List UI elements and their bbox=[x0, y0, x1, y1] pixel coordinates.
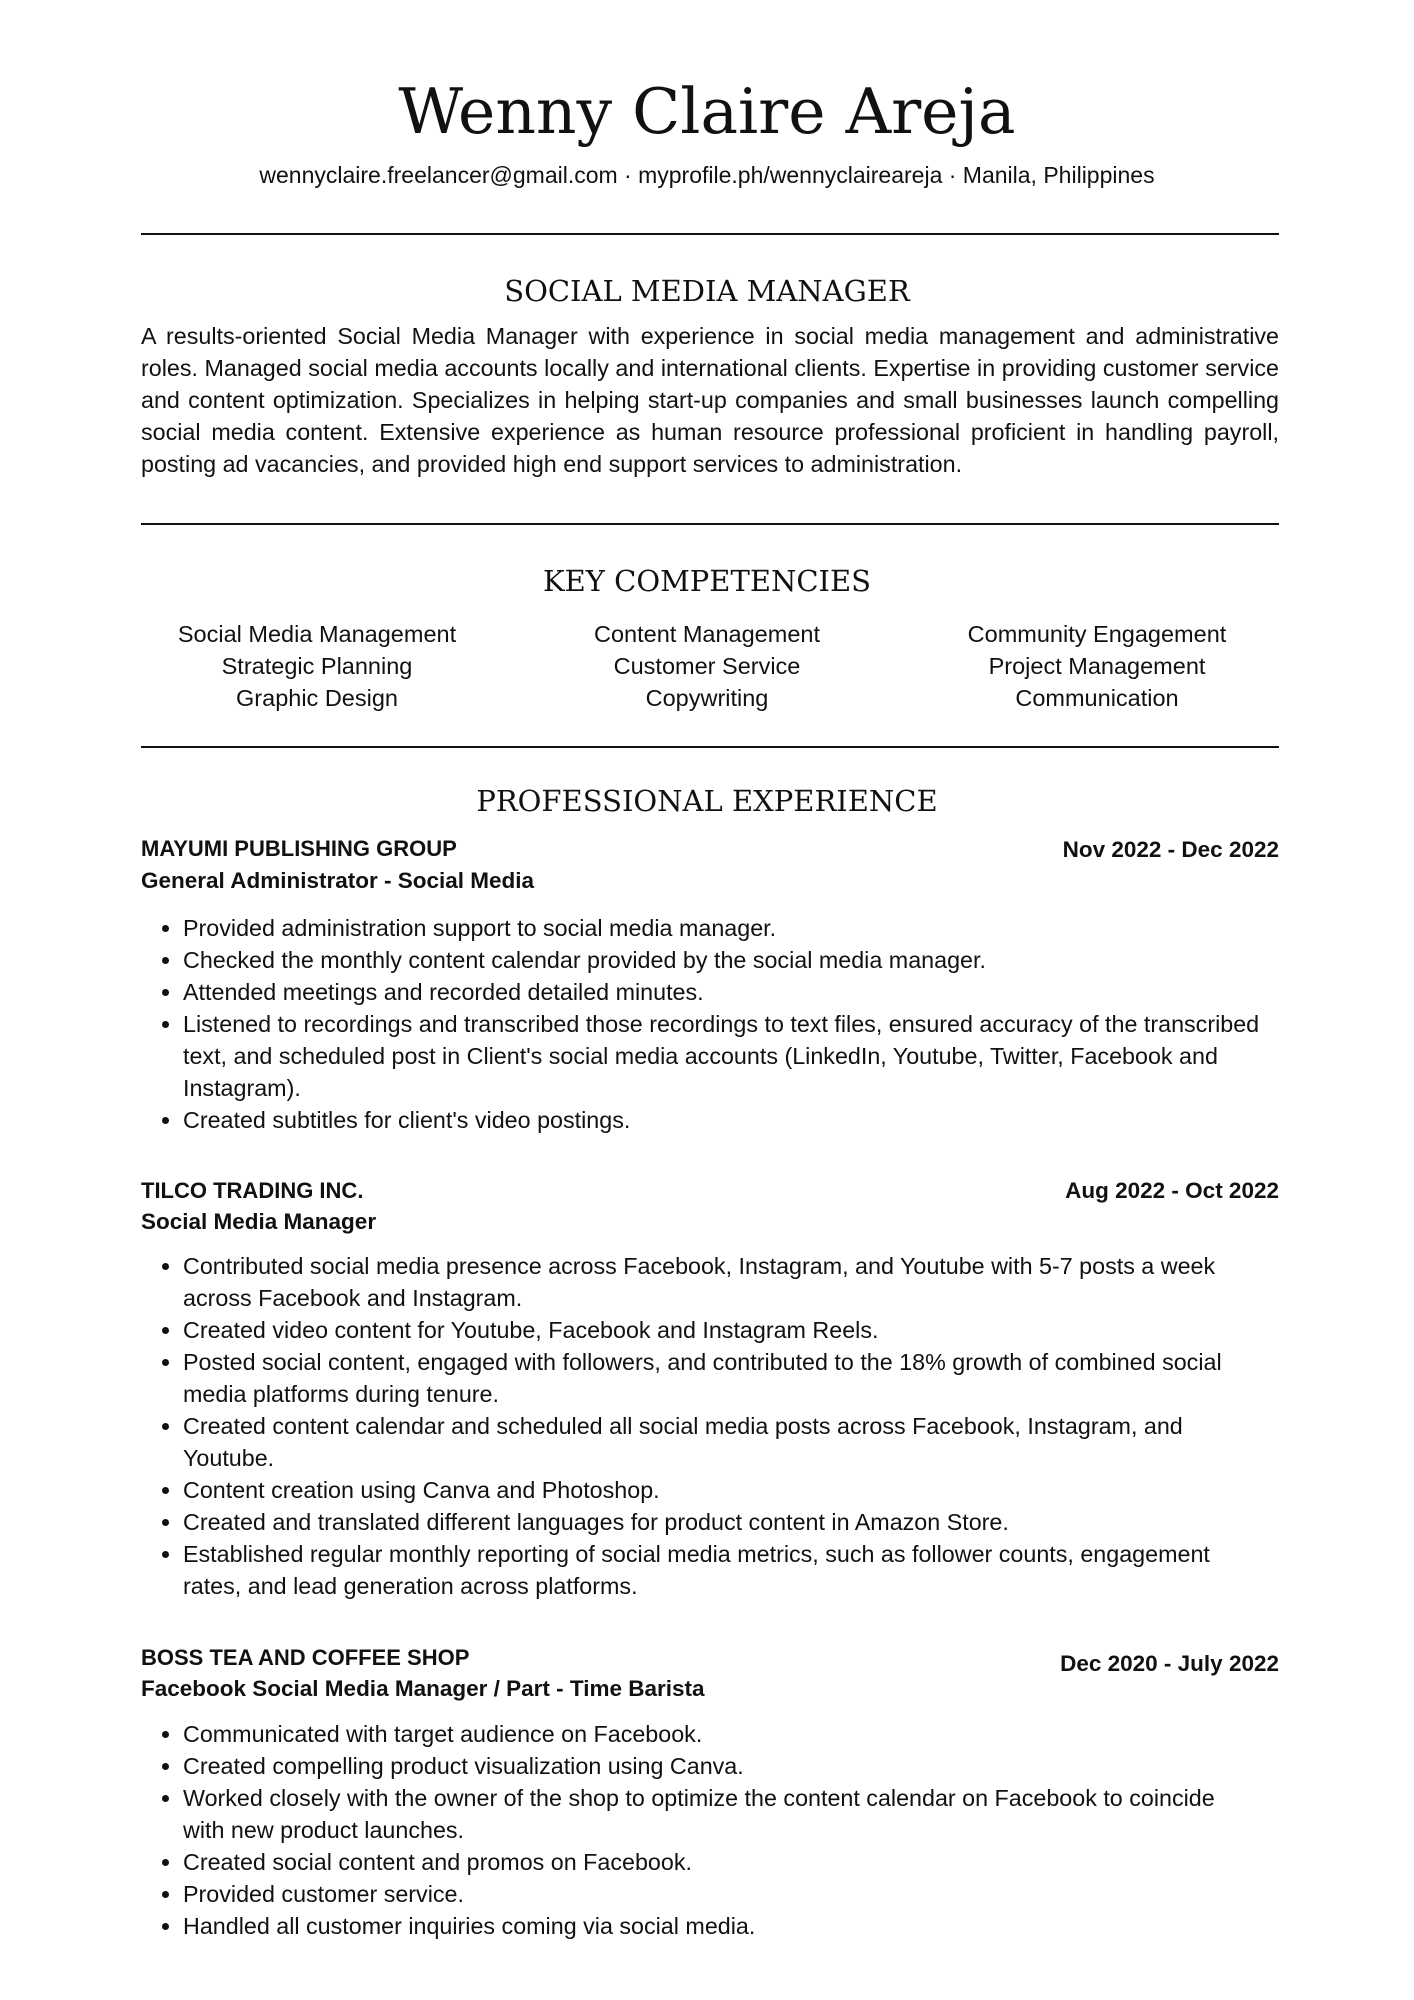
job-dates: Aug 2022 - Oct 2022 bbox=[1065, 1178, 1279, 1203]
list-item: • Created and translated different languages for product content in Amazon Store. bbox=[183, 1506, 1261, 1538]
job-bullets bbox=[141, 912, 1261, 1136]
divider bbox=[141, 523, 1279, 525]
list-item: • Created content calendar and scheduled all social media posts across Facebook, Instagram, and Youtube. bbox=[183, 1410, 1261, 1474]
list-item: • Provided administration support to social media manager. bbox=[183, 912, 1261, 944]
list-item: • Created video content for Youtube, Facebook and Instagram Reels. bbox=[183, 1314, 1261, 1346]
divider bbox=[141, 233, 1279, 235]
competency-column bbox=[127, 618, 507, 714]
job-dates: Nov 2022 - Dec 2022 bbox=[1062, 837, 1279, 862]
competency-item: Community Engagement bbox=[967, 621, 1227, 647]
list-item: • Contributed social media presence across Facebook, Instagram, and Youtube with 5-7 posts a week across Facebook and Instagram. bbox=[183, 1250, 1261, 1314]
competency-item: Copywriting bbox=[645, 685, 769, 711]
list-item: • Posted social content, engaged with followers, and contributed to the 18% growth of combined social media platforms during tenure. bbox=[183, 1346, 1261, 1410]
competencies-heading: KEY COMPETENCIES bbox=[542, 564, 872, 598]
list-item: • Content creation using Canva and Photoshop. bbox=[183, 1474, 1261, 1506]
list-item: • Created social content and promos on Facebook. bbox=[183, 1846, 1261, 1878]
competency-item: Customer Service bbox=[613, 653, 801, 679]
job-company: TILCO TRADING INC. bbox=[141, 1178, 364, 1203]
job-dates: Dec 2020 - July 2022 bbox=[1060, 1651, 1279, 1676]
job-title: Facebook Social Media Manager / Part - Time Barista bbox=[141, 1676, 705, 1701]
competency-item: Communication bbox=[1015, 685, 1179, 711]
competency-item: Social Media Management bbox=[177, 621, 457, 647]
job-company: BOSS TEA AND COFFEE SHOP bbox=[141, 1645, 470, 1670]
job-title: General Administrator - Social Media bbox=[141, 868, 535, 893]
job-company: MAYUMI PUBLISHING GROUP bbox=[141, 836, 457, 861]
divider bbox=[141, 746, 1279, 748]
competency-item: Strategic Planning bbox=[221, 653, 413, 679]
competency-item: Project Management bbox=[988, 653, 1206, 679]
competency-column bbox=[907, 618, 1287, 714]
competency-item: Graphic Design bbox=[236, 685, 398, 711]
job-title: Social Media Manager bbox=[141, 1209, 377, 1234]
job-bullets bbox=[141, 1718, 1261, 1942]
list-item: • Provided customer service. bbox=[183, 1878, 1261, 1910]
contact-line: wennyclaire.freelancer@gmail.com · myprofile.ph/wennyclaireareja · Manila, Philippines bbox=[259, 162, 1155, 188]
summary-text: A results-oriented Social Media Manager with experience in social media management and administrative roles. Managed social media accounts locally and international clients. Expertise in providing customer service and content optimization. Specializes in helping start-up companies and small businesses launch compelling social media content. Extensive experience as human resource professional proficient in handling payroll, posting ad vacancies, and provided high end support services to administration. bbox=[141, 323, 1279, 477]
summary-heading: SOCIAL MEDIA MANAGER bbox=[504, 274, 910, 308]
list-item: • Communicated with target audience on Facebook. bbox=[183, 1718, 1261, 1750]
list-item: • Created compelling product visualization using Canva. bbox=[183, 1750, 1261, 1782]
list-item: • Worked closely with the owner of the shop to optimize the content calendar on Facebook to coincide with new product launches. bbox=[183, 1782, 1261, 1846]
list-item: • Checked the monthly content calendar provided by the social media manager. bbox=[183, 944, 1261, 976]
competency-column bbox=[517, 618, 897, 714]
list-item: • Established regular monthly reporting of social media metrics, such as follower counts, engagement rates, and lead generation across platforms. bbox=[183, 1538, 1261, 1602]
list-item: • Attended meetings and recorded detailed minutes. bbox=[183, 976, 1261, 1008]
list-item: • Handled all customer inquiries coming via social media. bbox=[183, 1910, 1261, 1942]
list-item: • Created subtitles for client's video postings. bbox=[183, 1104, 1261, 1136]
list-item: • Listened to recordings and transcribed those recordings to text files, ensured accuracy of the transcribed text, and scheduled post in Client's social media accounts (LinkedIn, Youtube, Twitter, Facebook and Instagram). bbox=[183, 1008, 1261, 1104]
experience-heading: PROFESSIONAL EXPERIENCE bbox=[476, 784, 938, 818]
job-bullets bbox=[141, 1250, 1261, 1602]
candidate-name: Wenny Claire Areja bbox=[398, 75, 1016, 148]
competency-item: Content Management bbox=[593, 621, 820, 647]
